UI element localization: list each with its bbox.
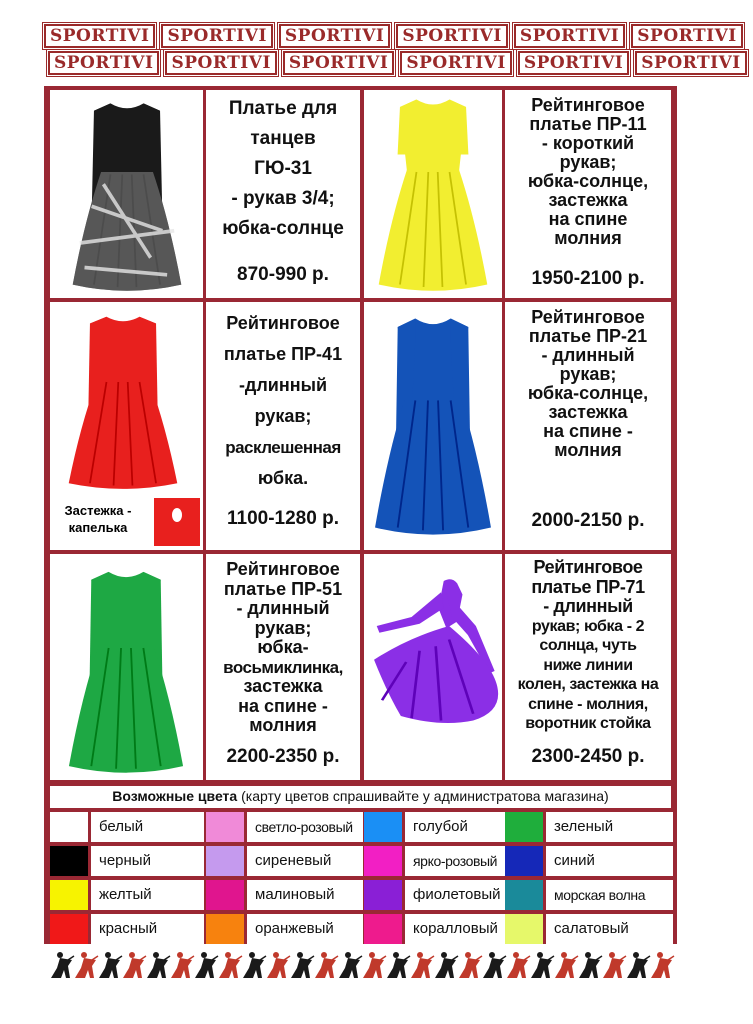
color-name: фиолетовый <box>405 880 505 910</box>
description-line: платье ПР-71 <box>531 576 645 597</box>
description-line: рукав; юбка - 2 <box>531 617 645 635</box>
description-line: восьмиклинка, <box>223 657 343 677</box>
colors-header <box>50 786 671 808</box>
color-name: ярко-розовый <box>405 846 505 876</box>
dress-illustration <box>64 310 182 490</box>
description-line: застежка <box>548 402 628 422</box>
dress-image <box>370 310 496 536</box>
description-line: юбка-солнце, <box>527 383 649 403</box>
description-line: на спине - <box>238 695 328 716</box>
color-name: малиновый <box>247 880 363 910</box>
description-line: Рейтинговое <box>531 307 645 327</box>
description-line: Рейтинговое <box>531 95 645 115</box>
description-line: застежка <box>243 676 323 696</box>
dancer-silhouette <box>219 952 242 978</box>
product-description <box>206 560 360 736</box>
color-swatch <box>50 846 88 876</box>
dancer-silhouette <box>483 952 506 978</box>
description-line: платье ПР-51 <box>223 578 343 599</box>
color-name: оранжевый <box>247 914 363 944</box>
description-line: рукав; <box>254 406 312 426</box>
description-line: молния <box>554 228 622 248</box>
brand-tag: SPORTIVI <box>635 51 746 75</box>
product-price: 870-990 р. <box>237 264 329 285</box>
product-description-cell <box>505 90 671 298</box>
dress-image <box>64 310 182 490</box>
dress-image <box>64 564 188 774</box>
color-name: синий <box>546 846 673 876</box>
dress-image <box>366 572 500 752</box>
description-line: солнца, чуть <box>539 637 637 654</box>
brand-tag: SPORTIVI <box>44 24 155 48</box>
description-line: - длинный <box>541 345 635 365</box>
color-swatch <box>364 846 402 876</box>
description-line: ниже линии <box>543 656 633 674</box>
dancer-silhouette <box>123 952 146 978</box>
product-description <box>505 96 671 248</box>
brand-tag: SPORTIVI <box>279 24 390 48</box>
description-line: ГЮ-31 <box>254 158 312 179</box>
brand-tag: SPORTIVI <box>396 24 507 48</box>
dancer-silhouette <box>147 952 170 978</box>
dress-image <box>374 92 492 292</box>
product-image-cell <box>364 90 502 298</box>
description-line: юбка-солнце, <box>527 171 649 191</box>
description-line: платье ПР-41 <box>223 344 343 364</box>
dancer-silhouette <box>651 952 674 978</box>
description-line: - длинный <box>236 598 330 618</box>
clasp-label: Застежка - капелька <box>64 503 132 535</box>
catalog-frame <box>44 86 677 944</box>
banner-row-bottom <box>48 51 741 75</box>
product-description <box>505 308 671 460</box>
dancer-silhouette <box>555 952 578 978</box>
dress-illustration <box>64 564 188 774</box>
description-line: юбка- <box>257 637 309 657</box>
dancer-silhouette <box>171 952 194 978</box>
dress-illustration <box>68 96 186 292</box>
brand-tag: SPORTIVI <box>161 24 272 48</box>
description-line: застежка <box>548 190 628 210</box>
dancer-silhouette <box>315 952 338 978</box>
dress-image <box>68 96 186 292</box>
product-description-cell <box>206 90 360 298</box>
dancer-silhouette <box>531 952 554 978</box>
color-swatch <box>364 812 402 842</box>
color-swatch <box>364 914 402 944</box>
product-price: 1950-2100 р. <box>531 268 645 289</box>
color-swatch <box>206 914 244 944</box>
product-price: 2000-2150 р. <box>531 510 645 531</box>
dancer-silhouette <box>411 952 434 978</box>
color-name: светло-розовый <box>247 812 363 842</box>
color-swatch <box>364 880 402 910</box>
color-swatch <box>505 812 543 842</box>
brand-tag: SPORTIVI <box>518 51 629 75</box>
dancers-decoration <box>48 950 674 982</box>
description-line: воротник стойка <box>525 715 651 732</box>
keyhole-shape <box>172 508 182 522</box>
dancer-silhouette <box>627 952 650 978</box>
product-description <box>206 308 360 494</box>
dancer-silhouette <box>363 952 386 978</box>
product-image-cell <box>50 554 203 780</box>
description-line: -длинный <box>238 375 328 395</box>
color-swatch <box>206 846 244 876</box>
color-name: салатовый <box>546 914 673 944</box>
color-name: желтый <box>91 880 204 910</box>
description-line: молния <box>249 715 317 735</box>
description-line: колен, застежка на <box>517 676 659 693</box>
description-line: юбка. <box>257 468 309 488</box>
description-line: платье ПР-21 <box>528 326 648 346</box>
description-line: Рейтинговое <box>533 557 643 577</box>
description-line: Рейтинговое <box>226 313 340 333</box>
dancer-silhouette <box>603 952 626 978</box>
dancer-silhouette <box>99 952 122 978</box>
color-swatch <box>50 880 88 910</box>
brand-banner <box>44 18 741 76</box>
description-line: на спине - <box>543 421 633 441</box>
color-swatch <box>505 914 543 944</box>
color-swatch <box>206 880 244 910</box>
dancer-silhouette <box>387 952 410 978</box>
description-line: спине - молния, <box>528 695 648 713</box>
colors-title <box>50 788 671 804</box>
dancer-silhouette <box>75 952 98 978</box>
brand-tag: SPORTIVI <box>283 51 394 75</box>
description-line: расклешенная <box>225 438 341 457</box>
brand-tag: SPORTIVI <box>165 51 276 75</box>
dress-illustration <box>374 92 492 292</box>
description-line: на спине <box>548 209 628 229</box>
color-name: сиреневый <box>247 846 363 876</box>
color-swatch <box>206 812 244 842</box>
product-description-cell <box>206 302 360 550</box>
colors-title-bold: Возможные цвета <box>112 788 238 804</box>
colors-title-note: (карту цветов спрашивайте у администратова магазина) <box>237 788 609 804</box>
product-description <box>505 558 671 734</box>
description-line: Рейтинговое <box>226 559 340 579</box>
brand-tag: SPORTIVI <box>631 24 742 48</box>
product-description-cell <box>505 302 671 550</box>
dancer-silhouette <box>243 952 266 978</box>
color-name: красный <box>91 914 204 944</box>
banner-row-top <box>44 24 737 48</box>
description-line: - короткий <box>541 133 635 153</box>
color-name: морская волна <box>546 880 673 910</box>
product-image-cell <box>364 554 502 780</box>
product-price: 2200-2350 р. <box>226 746 340 767</box>
dancer-silhouette <box>435 952 458 978</box>
color-swatch <box>505 880 543 910</box>
description-line: танцев <box>250 128 316 149</box>
dancer-silhouette <box>267 952 290 978</box>
dancer-silhouette <box>291 952 314 978</box>
brand-tag: SPORTIVI <box>514 24 625 48</box>
description-line: рукав; <box>254 617 312 638</box>
color-swatch <box>50 914 88 944</box>
description-line: молния <box>554 440 622 460</box>
product-description-cell <box>505 554 671 780</box>
dancer-silhouette <box>195 952 218 978</box>
description-line: - рукав 3/4; <box>231 188 335 209</box>
color-swatch <box>505 846 543 876</box>
dress-illustration <box>366 572 500 752</box>
product-description-cell <box>206 554 360 780</box>
color-name: голубой <box>405 812 505 842</box>
description-line: Платье для <box>228 98 338 119</box>
color-name: коралловый <box>405 914 505 944</box>
color-name: зеленый <box>546 812 673 842</box>
brand-tag: SPORTIVI <box>400 51 511 75</box>
product-image-cell <box>364 302 502 550</box>
description-line: юбка-солнце <box>222 218 344 239</box>
dancer-silhouette <box>507 952 530 978</box>
dancer-silhouette <box>339 952 362 978</box>
clasp-detail-image <box>154 498 200 546</box>
description-line: платье ПР-11 <box>529 114 647 134</box>
product-description <box>206 94 360 244</box>
brand-tag: SPORTIVI <box>48 51 159 75</box>
dancer-silhouette <box>51 952 74 978</box>
color-swatch <box>50 812 88 842</box>
dress-illustration <box>370 310 496 536</box>
dancer-silhouette <box>459 952 482 978</box>
product-image-cell <box>50 90 203 298</box>
dancer-silhouette <box>579 952 602 978</box>
product-image-cell <box>50 302 203 550</box>
description-line: рукав; <box>559 364 617 384</box>
color-name: белый <box>91 812 204 842</box>
product-price: 2300-2450 р. <box>531 746 645 767</box>
description-line: рукав; <box>559 152 617 172</box>
product-price: 1100-1280 р. <box>227 508 339 529</box>
color-name: черный <box>91 846 204 876</box>
description-line: - длинный <box>543 596 633 616</box>
